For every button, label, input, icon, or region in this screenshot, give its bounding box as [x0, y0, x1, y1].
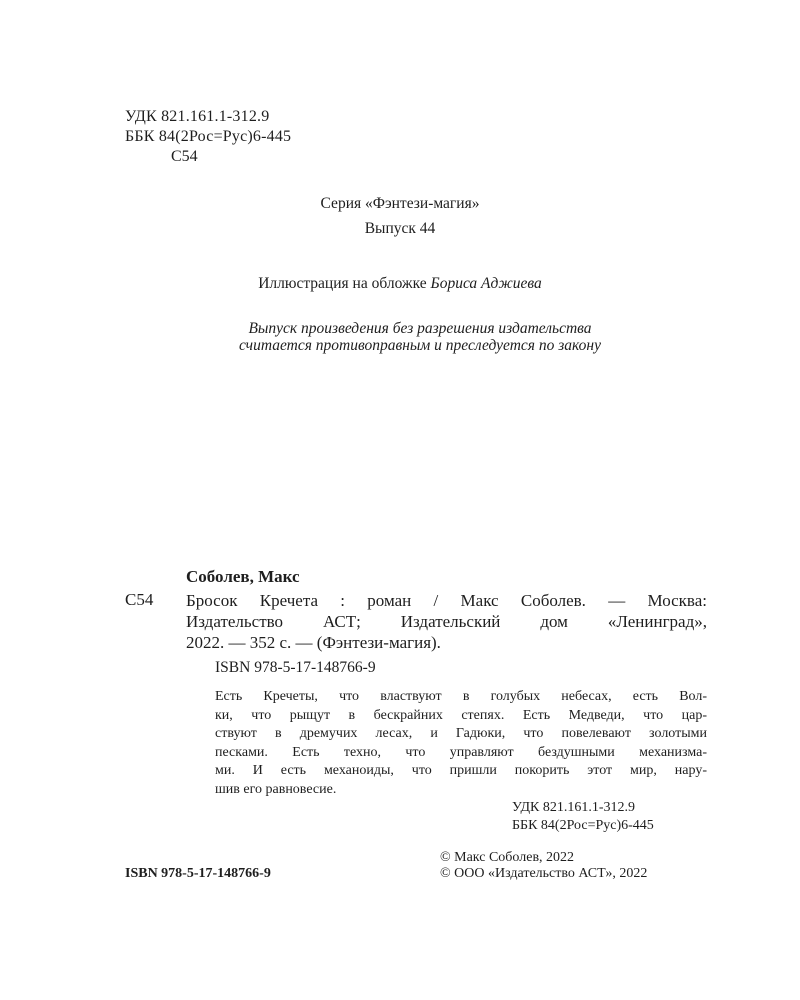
udk-bottom: УДК 821.161.1-312.9 — [512, 800, 636, 815]
bibliography-line: Издательство АСТ; Издательский дом «Ленинград», — [186, 612, 707, 631]
bibliography-line: 2022. — 352 с. — (Фэнтези-магия). — [186, 633, 441, 652]
isbn-bottom: ISBN 978-5-17-148766-9 — [125, 866, 271, 881]
annotation-line: песками. Есть техно, что управляют бездушными механизма- — [215, 744, 707, 760]
annotation-line: ствуют в дремучих лесах, и Гадюки, что повелевают золотыми — [215, 726, 707, 741]
udk-top: УДК 821.161.1-312.9 — [125, 108, 270, 125]
bibliography-description — [186, 590, 707, 653]
annotation-line: ми. И есть механоиды, что пришли покорить этот мир, нару- — [215, 763, 707, 778]
bbk-bottom: ББК 84(2Рос=Рус)6-445 — [512, 818, 654, 833]
bibliography-code: С54 — [125, 590, 154, 609]
annotation-line: шив его равновесие. — [215, 781, 337, 797]
bibliography-line: Бросок Кречета : роман / Макс Соболев. — Москва: — [186, 591, 707, 610]
copyright-publisher: © ООО «Издательство АСТ», 2022 — [440, 866, 648, 881]
series-issue: Выпуск 44 — [364, 220, 436, 237]
copyright-warning-line-1: Выпуск произведения без разрешения издательства — [248, 320, 592, 337]
illustration-credit — [0, 275, 800, 293]
bbk-top: ББК 84(2Рос=Рус)6-445 — [125, 128, 292, 145]
author-code-top: С54 — [171, 148, 198, 165]
annotation-line: ки, что рыщут в бескрайних степях. Есть Медведи, что цар- — [215, 707, 707, 723]
illustration-artist: Бориса Аджиева — [430, 275, 542, 292]
illustration-prefix: Иллюстрация на обложке — [258, 275, 431, 292]
bibliography-author: Соболев, Макс — [186, 567, 300, 586]
bibliography-isbn: ISBN 978-5-17-148766-9 — [215, 659, 376, 676]
series-name: Серия «Фэнтези-магия» — [320, 195, 480, 212]
copyright-author: © Макс Соболев, 2022 — [440, 850, 575, 865]
annotation — [215, 688, 707, 799]
copyright-warning-line-2: считается противоправным и преследуется по закону — [239, 337, 601, 354]
annotation-line: Есть Кречеты, что властвуют в голубых небесах, есть Вол- — [215, 689, 707, 704]
